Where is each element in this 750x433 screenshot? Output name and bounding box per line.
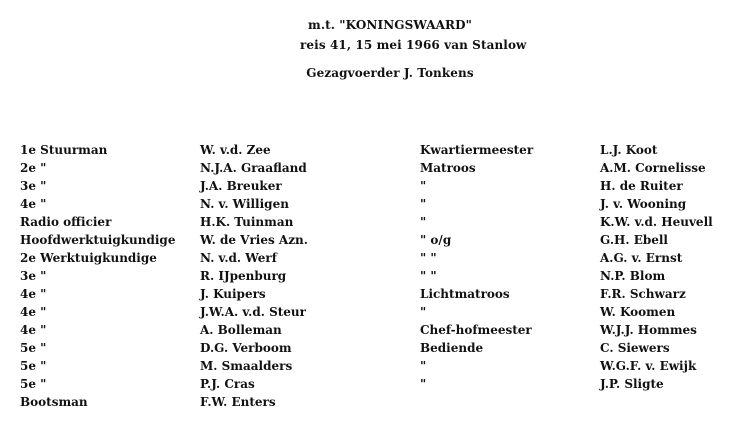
right-name-8: N.P. Blom: [600, 269, 666, 283]
left-rank-6: Hoofdwerktuigkundige: [20, 233, 176, 247]
right-name-5: K.W. v.d. Heuvell: [600, 215, 713, 229]
right-rank-13: ": [420, 359, 427, 373]
right-name-14: J.P. Sligte: [600, 377, 664, 391]
right-name-12: C. Siewers: [600, 341, 670, 355]
left-rank-15: Bootsman: [20, 395, 88, 409]
right-name-13: W.G.F. v. Ewijk: [600, 359, 697, 373]
left-name-6: W. de Vries Azn.: [200, 233, 308, 247]
left-rank-9: 4e ": [20, 287, 47, 301]
right-rank-7: " ": [420, 251, 437, 265]
right-rank-column: [420, 141, 580, 393]
left-name-12: D.G. Verboom: [200, 341, 292, 355]
left-rank-4: 4e ": [20, 197, 47, 211]
left-rank-5: Radio officier: [20, 215, 112, 229]
left-rank-7: 2e Werktuigkundige: [20, 251, 157, 265]
right-name-1: L.J. Koot: [600, 143, 658, 157]
right-rank-10: ": [420, 305, 427, 319]
right-rank-8: " ": [420, 269, 437, 283]
left-name-13: M. Smaalders: [200, 359, 293, 373]
left-name-1: W. v.d. Zee: [200, 143, 271, 157]
right-name-2: A.M. Cornelisse: [600, 161, 706, 175]
right-rank-3: ": [420, 179, 427, 193]
left-rank-13: 5e ": [20, 359, 47, 373]
left-rank-11: 4e ": [20, 323, 47, 337]
left-rank-1: 1e Stuurman: [20, 143, 108, 157]
left-name-8: R. IJpenburg: [200, 269, 287, 283]
left-name-9: J. Kuipers: [200, 287, 266, 301]
right-name-column: [600, 141, 740, 393]
left-rank-8: 3e ": [20, 269, 47, 283]
right-rank-11: Chef-hofmeester: [420, 323, 532, 337]
right-rank-12: Bediende: [420, 341, 484, 355]
right-name-3: H. de Ruiter: [600, 179, 683, 193]
captain-line: Gezagvoerder J. Tonkens: [306, 66, 474, 80]
left-name-2: N.J.A. Graafland: [200, 161, 307, 175]
left-name-7: N. v.d. Werf: [200, 251, 277, 265]
left-rank-2: 2e ": [20, 161, 47, 175]
left-name-column: [200, 141, 380, 411]
ship-title: m.t. "KONINGSWAARD": [308, 18, 472, 32]
right-rank-5: ": [420, 215, 427, 229]
left-rank-12: 5e ": [20, 341, 47, 355]
left-rank-column: [20, 141, 190, 411]
right-name-9: F.R. Schwarz: [600, 287, 686, 301]
right-name-10: W. Koomen: [600, 305, 676, 319]
document-header: [0, 0, 750, 80]
right-name-7: A.G. v. Ernst: [600, 251, 683, 265]
right-rank-4: ": [420, 197, 427, 211]
right-name-4: J. v. Wooning: [600, 197, 687, 211]
right-rank-1: Kwartiermeester: [420, 143, 534, 157]
right-rank-6: " o/g: [420, 233, 452, 247]
left-name-3: J.A. Breuker: [200, 179, 282, 193]
left-name-5: H.K. Tuinman: [200, 215, 294, 229]
left-rank-3: 3e ": [20, 179, 47, 193]
voyage-info: reis 41, 15 mei 1966 van Stanlow: [300, 38, 527, 52]
left-name-4: N. v. Willigen: [200, 197, 289, 211]
right-rank-2: Matroos: [420, 161, 476, 175]
left-name-15: F.W. Enters: [200, 395, 276, 409]
right-name-11: W.J.J. Hommes: [600, 323, 697, 337]
left-name-11: A. Bolleman: [200, 323, 282, 337]
left-rank-10: 4e ": [20, 305, 47, 319]
left-rank-14: 5e ": [20, 377, 47, 391]
right-rank-9: Lichtmatroos: [420, 287, 510, 301]
right-rank-14: ": [420, 377, 427, 391]
left-name-10: J.W.A. v.d. Steur: [200, 305, 306, 319]
left-name-14: P.J. Cras: [200, 377, 255, 391]
right-name-6: G.H. Ebell: [600, 233, 668, 247]
